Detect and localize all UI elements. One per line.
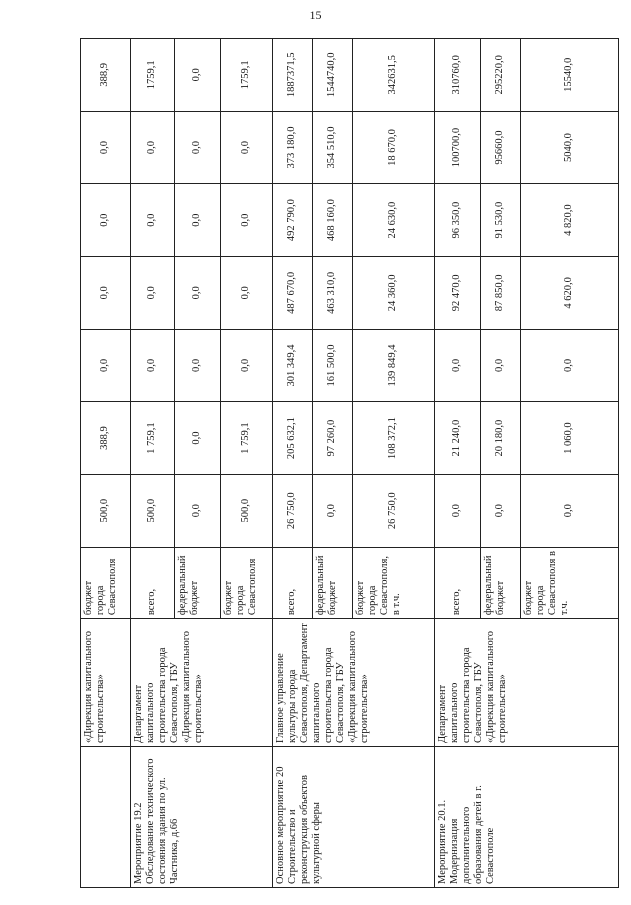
- value-cell: 0,0: [81, 256, 131, 329]
- value-cell: 500,0: [221, 474, 273, 547]
- table-row: [273, 39, 313, 888]
- value-cell: 354 510,0: [313, 111, 353, 184]
- value-cell: 310760,0: [435, 39, 481, 112]
- value-cell: 0,0: [521, 329, 619, 402]
- value-cell: 342631,5: [353, 39, 435, 112]
- value-cell: 487 670,0: [273, 256, 313, 329]
- value-cell: 1544740,0: [313, 39, 353, 112]
- source-cell: бюджет города Севастополя: [221, 547, 273, 619]
- value-cell: 301 349,4: [273, 329, 313, 402]
- value-cell: 0,0: [175, 111, 221, 184]
- value-cell: 24 630,0: [353, 184, 435, 257]
- value-cell: 0,0: [131, 256, 175, 329]
- value-cell: 97 260,0: [313, 402, 353, 475]
- value-cell: 0,0: [481, 329, 521, 402]
- value-cell: 0,0: [131, 184, 175, 257]
- measure-cell: Мероприятие 20.1. Модернизация дополнительного образования детей в г. Севастополе: [435, 747, 619, 888]
- value-cell: 26 750,0: [353, 474, 435, 547]
- value-cell: 0,0: [81, 184, 131, 257]
- value-cell: 20 180,0: [481, 402, 521, 475]
- value-cell: 0,0: [175, 329, 221, 402]
- value-cell: 1759,1: [131, 39, 175, 112]
- value-cell: 0,0: [221, 329, 273, 402]
- table-row: [435, 39, 481, 888]
- value-cell: 500,0: [131, 474, 175, 547]
- value-cell: 1887371,5: [273, 39, 313, 112]
- value-cell: 0,0: [131, 329, 175, 402]
- value-cell: 0,0: [131, 111, 175, 184]
- source-cell: всего,: [273, 547, 313, 619]
- value-cell: 26 750,0: [273, 474, 313, 547]
- measure-cell: Основное мероприятие 20 Строительство и реконструкция объектов культурной сферы: [273, 747, 435, 888]
- source-cell: бюджет города Севастополя: [81, 547, 131, 619]
- value-cell: 463 310,0: [313, 256, 353, 329]
- value-cell: 0,0: [221, 111, 273, 184]
- value-cell: 0,0: [175, 256, 221, 329]
- value-cell: 0,0: [81, 329, 131, 402]
- value-cell: 4 820,0: [521, 184, 619, 257]
- value-cell: 15540,0: [521, 39, 619, 112]
- value-cell: 500,0: [81, 474, 131, 547]
- executor-cell: Департамент капитального строительства города Севастополя, ГБУ «Дирекция капитального строительства»: [131, 619, 273, 747]
- source-cell: всего,: [131, 547, 175, 619]
- value-cell: 373 180,0: [273, 111, 313, 184]
- value-cell: 5040,0: [521, 111, 619, 184]
- value-cell: 0,0: [221, 256, 273, 329]
- executor-cell: «Дирекция капитального строительства»: [81, 619, 131, 747]
- value-cell: 0,0: [175, 184, 221, 257]
- executor-cell: Департамент капитального строительства города Севастополя, ГБУ «Дирекция капитального строительства»: [435, 619, 619, 747]
- source-cell: бюджет города Севастополя, в т.ч.: [353, 547, 435, 619]
- value-cell: 95660,0: [481, 111, 521, 184]
- value-cell: 96 350,0: [435, 184, 481, 257]
- measure-cell: Мероприятие 19.2 Обследование технического состояния здания по ул. Частника, д.66: [131, 747, 273, 888]
- value-cell: 388,9: [81, 402, 131, 475]
- value-cell: 0,0: [221, 184, 273, 257]
- value-cell: 91 530,0: [481, 184, 521, 257]
- value-cell: 0,0: [521, 474, 619, 547]
- value-cell: 92 470,0: [435, 256, 481, 329]
- source-cell: федеральный бюджет: [313, 547, 353, 619]
- value-cell: 1 060,0: [521, 402, 619, 475]
- source-cell: федеральный бюджет: [175, 547, 221, 619]
- table-row: [131, 39, 175, 888]
- value-cell: 1 759,1: [131, 402, 175, 475]
- table-row: [81, 39, 131, 888]
- value-cell: 161 500,0: [313, 329, 353, 402]
- source-cell: всего,: [435, 547, 481, 619]
- source-cell: бюджет города Севастополя в т.ч.: [521, 547, 619, 619]
- page-number: 15: [309, 8, 322, 22]
- value-cell: 108 372,1: [353, 402, 435, 475]
- source-cell: федеральный бюджет: [481, 547, 521, 619]
- value-cell: 0,0: [313, 474, 353, 547]
- value-cell: 468 160,0: [313, 184, 353, 257]
- value-cell: 139 849,4: [353, 329, 435, 402]
- value-cell: 0,0: [81, 111, 131, 184]
- value-cell: 1759,1: [221, 39, 273, 112]
- rotated-table-wrapper: [80, 38, 618, 888]
- measure-cell: [81, 747, 131, 888]
- value-cell: 0,0: [435, 329, 481, 402]
- value-cell: 0,0: [481, 474, 521, 547]
- value-cell: 24 360,0: [353, 256, 435, 329]
- executor-cell: Главное управление культуры города Севастополя, Департамент капитального строительства города Севастополя, ГБУ «Дирекция капитального строительства»: [273, 619, 435, 747]
- value-cell: 1 759,1: [221, 402, 273, 475]
- value-cell: 0,0: [175, 402, 221, 475]
- value-cell: 100700,0: [435, 111, 481, 184]
- value-cell: 87 850,0: [481, 256, 521, 329]
- value-cell: 0,0: [175, 39, 221, 112]
- budget-table: [80, 38, 619, 888]
- value-cell: 18 670,0: [353, 111, 435, 184]
- value-cell: 0,0: [175, 474, 221, 547]
- value-cell: 4 620,0: [521, 256, 619, 329]
- value-cell: 295220,0: [481, 39, 521, 112]
- value-cell: 21 240,0: [435, 402, 481, 475]
- value-cell: 205 632,1: [273, 402, 313, 475]
- value-cell: 492 790,0: [273, 184, 313, 257]
- value-cell: 388,9: [81, 39, 131, 112]
- value-cell: 0,0: [435, 474, 481, 547]
